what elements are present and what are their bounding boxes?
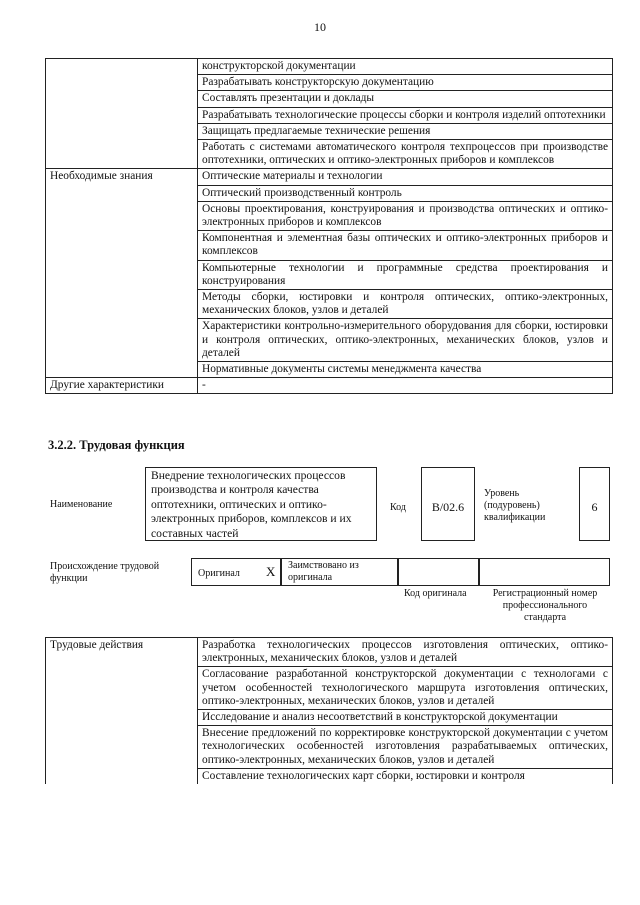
section-title: 3.2.2. Трудовая функция [48, 438, 185, 452]
origin-label: Происхождение трудовой функции [50, 561, 160, 584]
skill-item: конструкторской документации [198, 59, 613, 75]
reg-number-label: Регистрационный номер профессионального стандарта [492, 588, 598, 623]
original-cell [191, 558, 281, 586]
skill-item: Работать с системами автоматического контроля техпроцессов при производстве оптотехники, оптических и оптико-электронных приборов и комплексов [198, 140, 613, 169]
knowledge-item: Нормативные документы системы менеджмента качества [198, 362, 613, 378]
original-label: Оригинал [198, 568, 240, 579]
action-item: Исследование и анализ несоответствий в конструкторской документации [198, 710, 613, 726]
borrowed-cell [281, 558, 398, 586]
level-value: 6 [579, 467, 610, 541]
other-characteristics-value: - [198, 378, 613, 394]
knowledge-item: Характеристики контрольно-измерительного оборудования для сборки, юстировки и контроля оптических, оптико-электронных, механических блоков, узлов и деталей [198, 319, 613, 362]
knowledge-item: Оптический производственный контроль [198, 185, 613, 201]
action-item: Составление технологических карт сборки, юстировки и контроля [198, 768, 613, 784]
competency-table [45, 58, 613, 394]
level-label: Уровень (подуровень) квалификации [484, 488, 546, 523]
action-item: Внесение предложений по корректировке конструкторской документации с учетом технологических особенностей изготовления разрабатываемых оптических, оптико-электронных, механических блоков, узлов и деталей [198, 726, 613, 769]
knowledge-label: Необходимые знания [46, 169, 198, 185]
skill-item: Защищать предлагаемые технические решения [198, 123, 613, 139]
labor-actions-table [45, 637, 613, 784]
reg-number-cell [479, 558, 610, 586]
code-label: Код [390, 502, 406, 513]
borrowed-label: Заимствовано из оригинала [288, 560, 359, 583]
other-characteristics-label: Другие характеристики [46, 378, 198, 394]
code-original-cell [398, 558, 479, 586]
knowledge-item: Компонентная и элементная базы оптических и оптико-электронных приборов и комплексов [198, 231, 613, 260]
action-item: Согласование разработанной конструкторской документации с технологами с учетом особенностей технологического маршрута изготовления оптических, оптико-электронных, механических блоков, узлов и деталей [198, 667, 613, 710]
original-mark: X [266, 564, 276, 579]
skills-label-cell [46, 59, 198, 75]
action-item: Разработка технологических процессов изготовления оптических, оптико-электронных, механических блоков, узлов и деталей [198, 638, 613, 667]
name-label: Наименование [50, 499, 113, 510]
knowledge-item: Основы проектирования, конструирования и производства оптических и оптико-электронных приборов и комплексов [198, 201, 613, 230]
skill-item: Разрабатывать конструкторскую документацию [198, 75, 613, 91]
code-value: В/02.6 [421, 467, 475, 541]
skill-item: Разрабатывать технологические процессы сборки и контроля изделий оптотехники [198, 107, 613, 123]
page-number: 10 [314, 20, 326, 34]
knowledge-item: Оптические материалы и технологии [198, 169, 613, 185]
knowledge-item: Методы сборки, юстировки и контроля оптических, оптико-электронных, механических блоков, узлов и деталей [198, 290, 613, 319]
function-name: Внедрение технологических процессов производства и контроля качества оптотехники, оптических и оптико-электронных приборов, комплексов и их составных частей [145, 467, 377, 541]
code-original-label: Код оригинала [404, 588, 467, 599]
actions-label: Трудовые действия [46, 638, 198, 667]
skill-item: Составлять презентации и доклады [198, 91, 613, 107]
knowledge-item: Компьютерные технологии и программные средства проектирования и конструирования [198, 260, 613, 289]
